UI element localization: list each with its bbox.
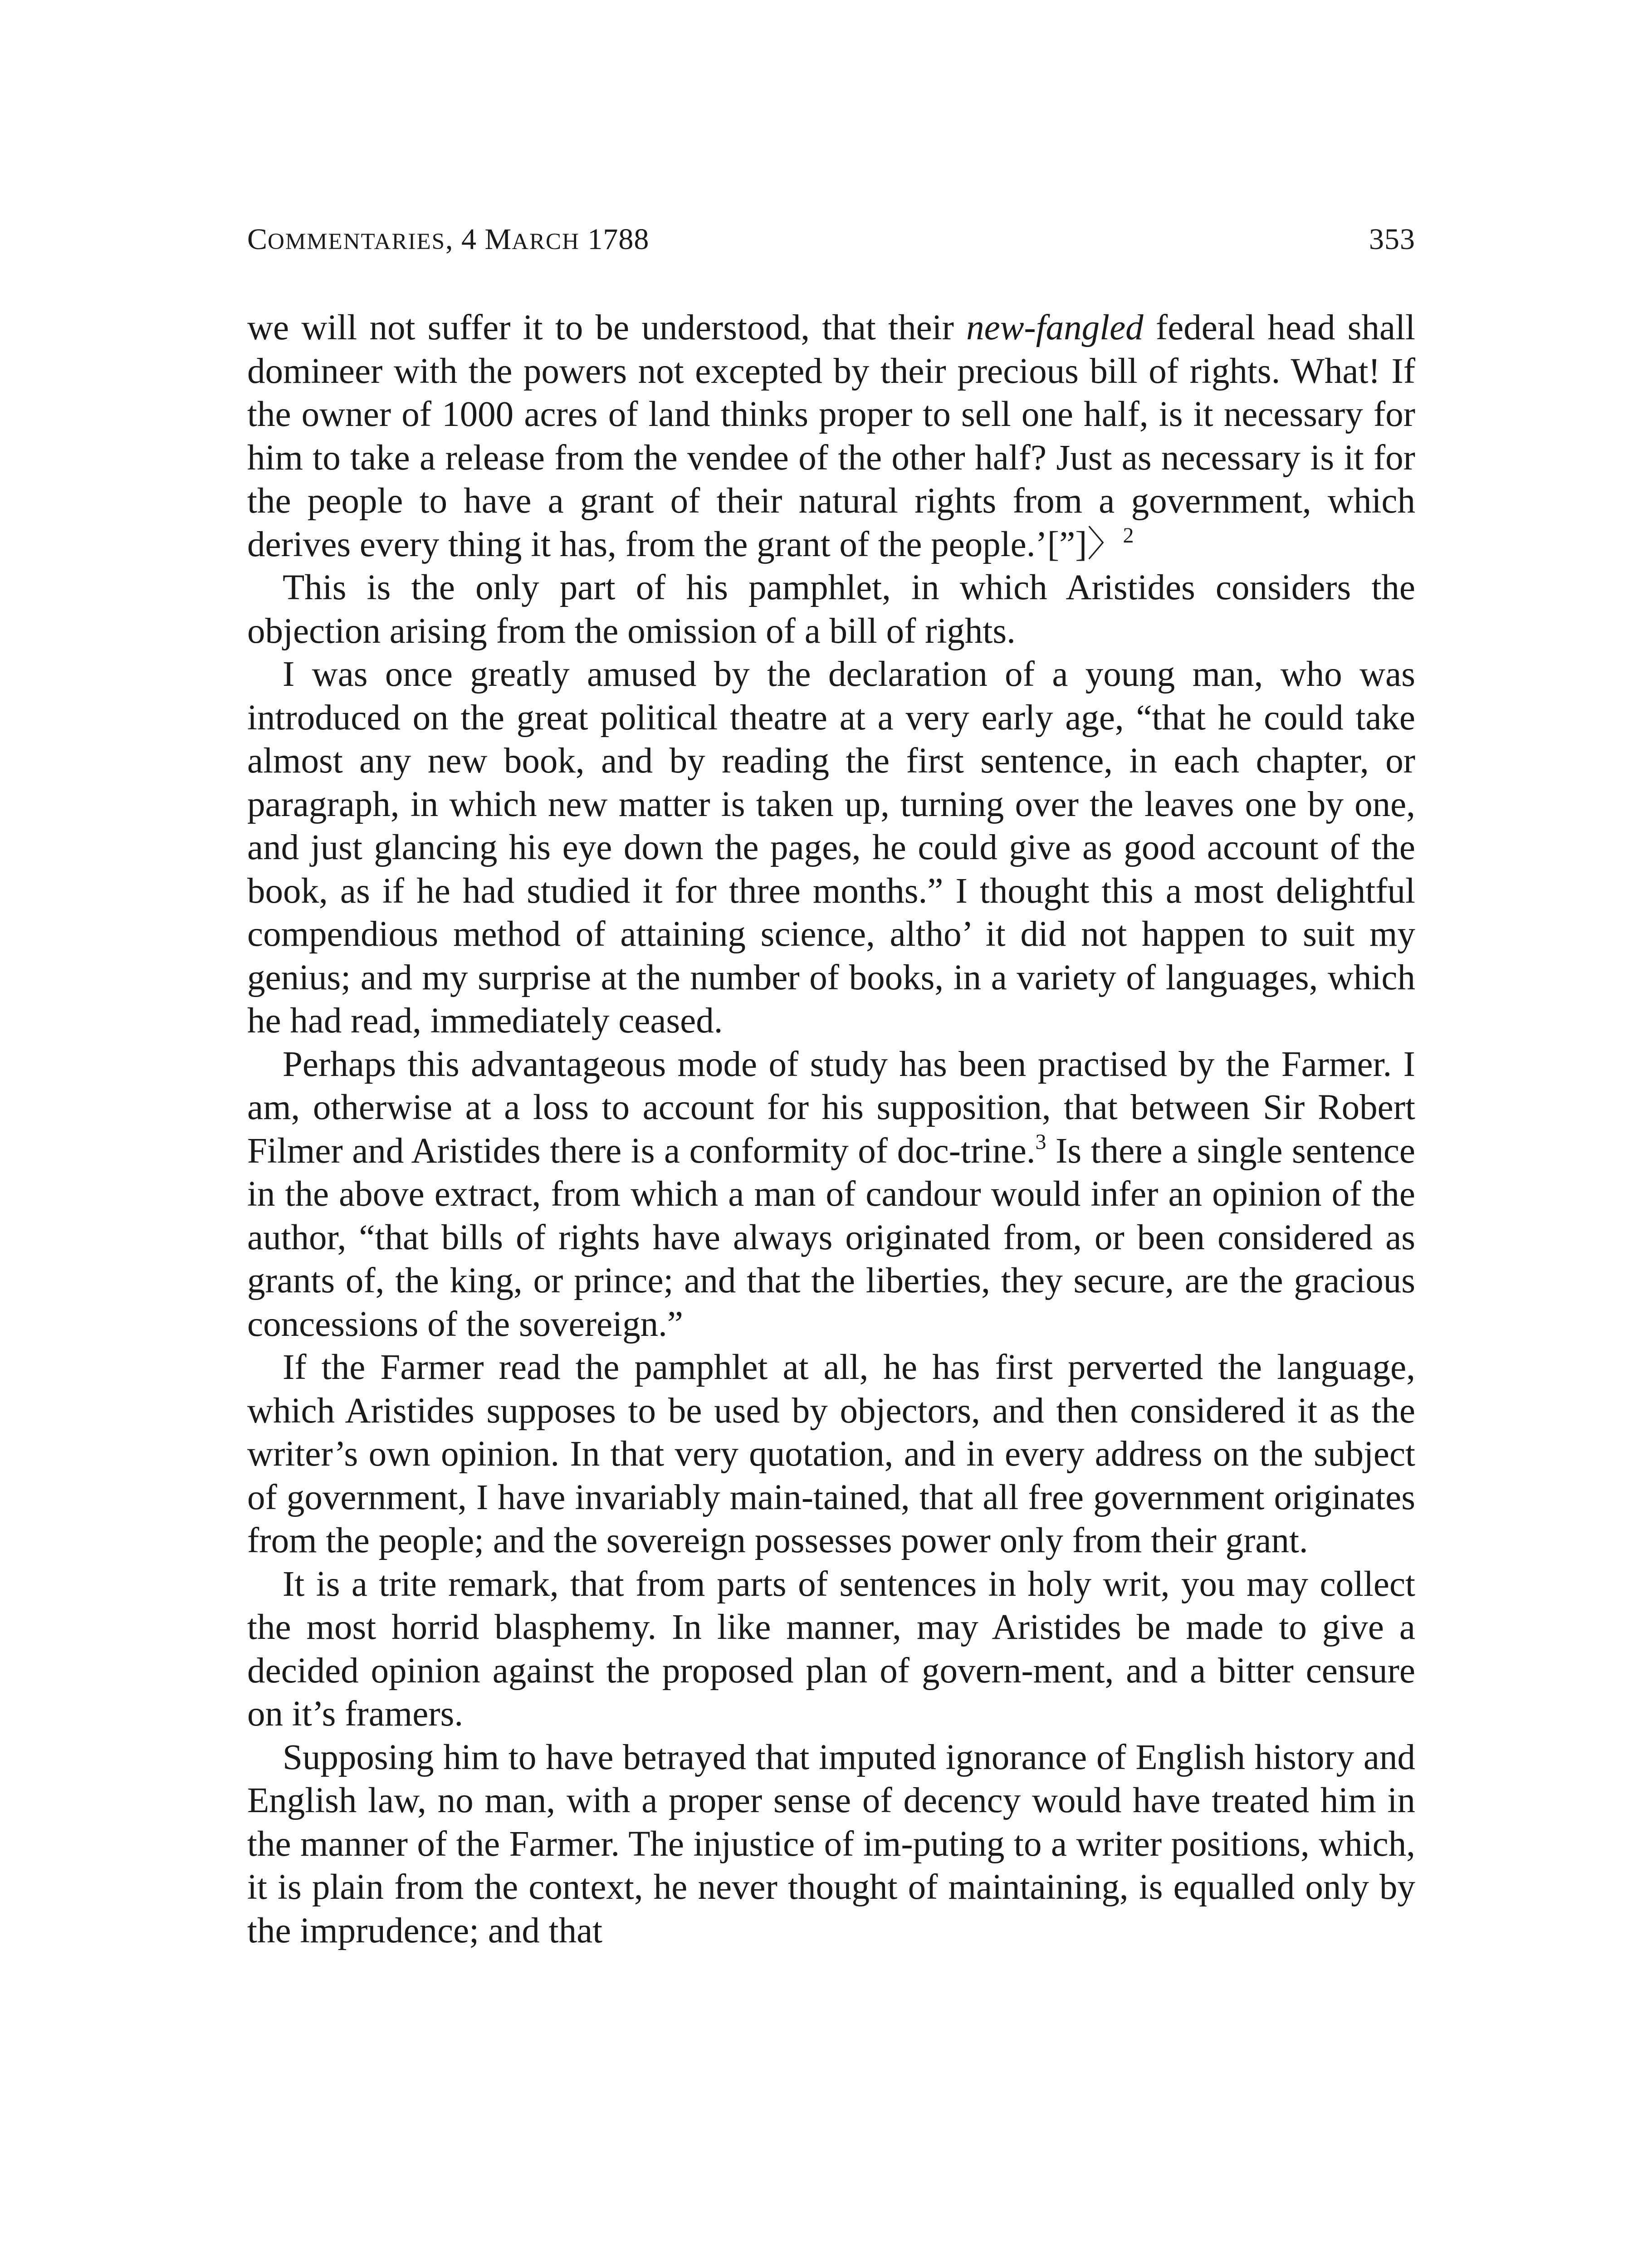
paragraph-1: we will not suffer it to be understood, that their new-fangled federal head shall domineer with the powers not excepted by their precious bill of rights. What! If the owner of 1000 acres of land thinks proper to sell one half, is it necessary for him to take a release from the vendee of the other half? Just as necessary is it for the people to have a grant of their natural rights from a government, which derives every thing it has, from the grant of the people.’[”]〉$^2$ xyxy=(247,308,1415,564)
body-text xyxy=(247,306,1415,1952)
running-head xyxy=(247,222,1415,272)
document-page xyxy=(247,222,1415,1952)
paragraph-7: Supposing him to have betrayed that imputed ignorance of English history and English law, no man, with a proper sense of decency would have treated him in the manner of the Farmer. The injustice of im-puting to a writer positions, which, it is plain from the context, he never thought of maintaining, is equalled only by the imprudence; and that xyxy=(247,1737,1415,1950)
paragraph-6: It is a trite remark, that from parts of sentences in holy writ, you may collect the most horrid blasphemy. In like manner, may Aristides be made to give a decided opinion against the proposed plan of govern-ment, and a bitter censure on it’s framers. xyxy=(247,1564,1415,1734)
running-head-title: COMMENTARIES, 4 MARCH 1788 xyxy=(247,223,650,256)
paragraph-3: I was once greatly amused by the declaration of a young man, who was introduced on the great political theatre at a very early age, “that he could take almost any new book, and by reading the first sentence, in each chapter, or paragraph, in which new matter is taken up, turning over the leaves one by one, and just glancing his eye down the pages, he could give as good account of the book, as if he had studied it for three months.” I thought this a most delightful compendious method of attaining science, altho’ it did not happen to suit my genius; and my surprise at the number of books, in a variety of languages, which he had read, immediately ceased. xyxy=(247,655,1415,1041)
page-number: 353 xyxy=(1369,223,1415,256)
italic-term: new-fangled xyxy=(966,308,1144,347)
paragraph-4: Perhaps this advantageous mode of study has been practised by the Farmer. I am, otherwise at a loss to account for his supposition, that between Sir Robert Filmer and Aristides there is a conformity of doc-trine.$^3$ Is there a single sentence in the above extract, from which a man of candour would infer an opinion of the author, “that bills of rights have always originated from, or been considered as grants of, the king, or prince; and that the liberties, they secure, are the gracious concessions of the sovereign.” xyxy=(247,1044,1415,1344)
paragraph-2: This is the only part of his pamphlet, in which Aristides considers the objection arising from the omission of a bill of rights. xyxy=(247,568,1415,651)
footnote-ref-3: 3 xyxy=(1035,1129,1046,1154)
paragraph-5: If the Farmer read the pamphlet at all, he has first perverted the language, which Aristides supposes to be used by objectors, and then considered it as the writer’s own opinion. In that very quotation, and in every address on the subject of government, I have invariably main-tained, that all free government originates from the people; and the sovereign possesses power only from their grant. xyxy=(247,1348,1415,1560)
footnote-ref-2: 2 xyxy=(1123,523,1134,547)
